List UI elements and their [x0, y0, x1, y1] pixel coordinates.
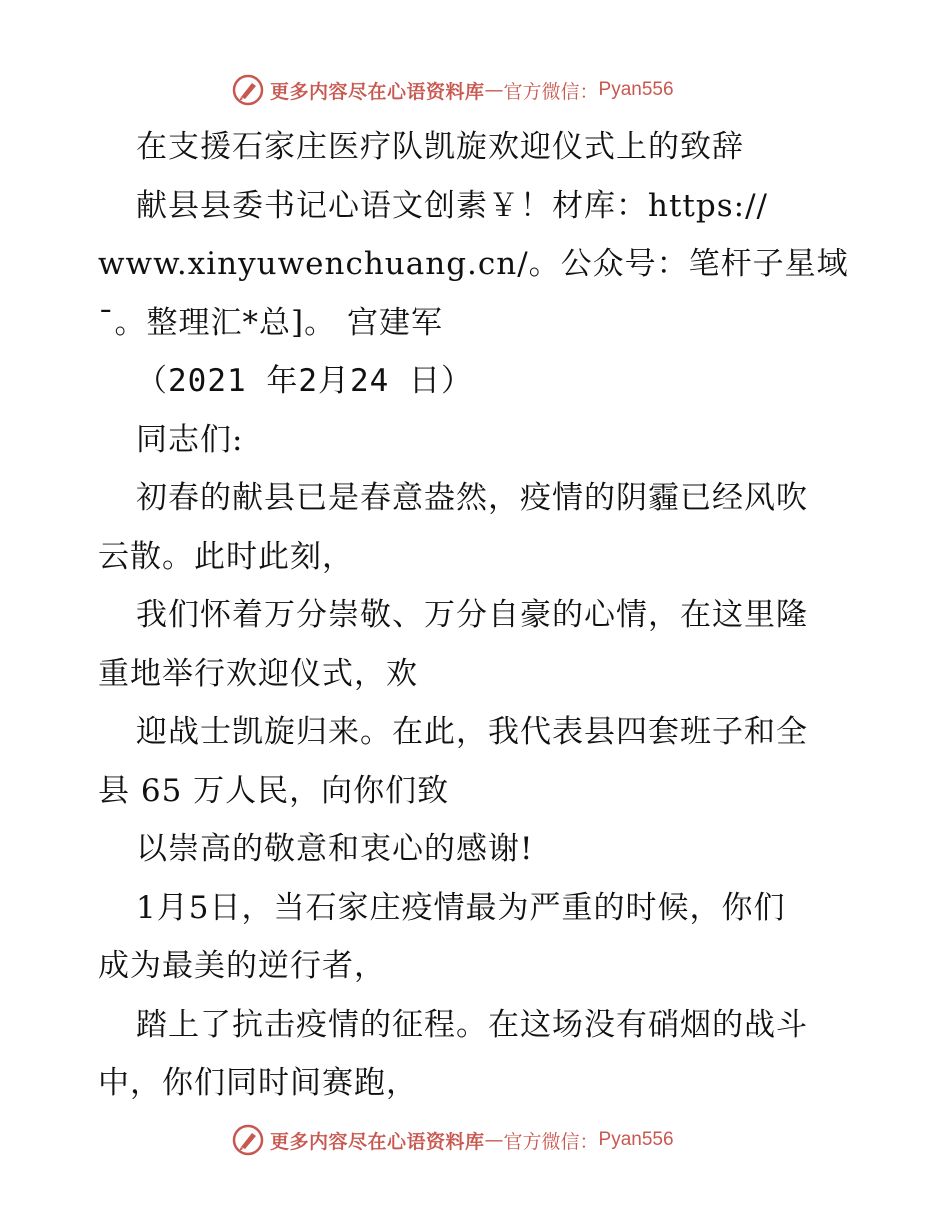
pen-logo-icon [232, 1124, 264, 1156]
date-line: （2021 年2月24 日） [136, 363, 473, 399]
paragraph-line: 1月5日，当石家庄疫情最为严重的时候，你们 [136, 889, 786, 926]
document-body [98, 118, 858, 1113]
document-title: 在支援石家庄医疗队凯旋欢迎仪式上的致辞 [136, 129, 744, 165]
banner-dash: — [484, 79, 504, 101]
paragraph-line: 我们怀着万分崇敬、万分自豪的心情，在这里隆 [136, 597, 808, 633]
banner-wechat-id: Pyan556 [598, 1129, 674, 1150]
paragraph-line: 中，你们同时间赛跑， [98, 1065, 418, 1101]
banner-dash: — [484, 1129, 504, 1151]
salutation: 同志们: [136, 421, 244, 458]
author-line: 献县县委书记心语文创素￥！材库：https:// [136, 187, 768, 224]
paragraph-line: 云散。此时此刻， [98, 538, 354, 575]
paragraph-line: 迎战士凯旋归来。在此，我代表县四套班子和全 [136, 714, 808, 750]
banner-wechat-label: 官方微信： [503, 1130, 599, 1153]
header-watermark-banner [232, 72, 674, 108]
paragraph-line: 县 65 万人民，向你们致 [98, 772, 450, 809]
paragraph-line: 初春的献县已是春意盎然，疫情的阴霾已经风吹 [136, 480, 808, 516]
paragraph-line: 以崇高的敬意和衷心的感谢! [136, 831, 534, 867]
author-line-continued: www.xinyuwenchuang.cn/。公众号：笔杆子星域 [98, 246, 849, 282]
paragraph-line: 踏上了抗击疫情的征程。在这场没有硝烟的战斗 [136, 1006, 808, 1043]
banner-brand-text: 更多内容尽在心语资料库 [270, 1130, 485, 1153]
banner-wechat-id: Pyan556 [598, 79, 674, 100]
paragraph-line: 成为最美的逆行者， [98, 948, 386, 984]
banner-brand-text: 更多内容尽在心语资料库 [270, 80, 485, 103]
pen-logo-icon [232, 74, 264, 106]
banner-wechat-label: 官方微信： [503, 80, 599, 103]
author-line-name: ¯。整理汇*总]。 宫建军 [98, 304, 443, 341]
paragraph-line: 重地举行欢迎仪式，欢 [98, 655, 418, 692]
footer-watermark-banner [232, 1122, 674, 1158]
